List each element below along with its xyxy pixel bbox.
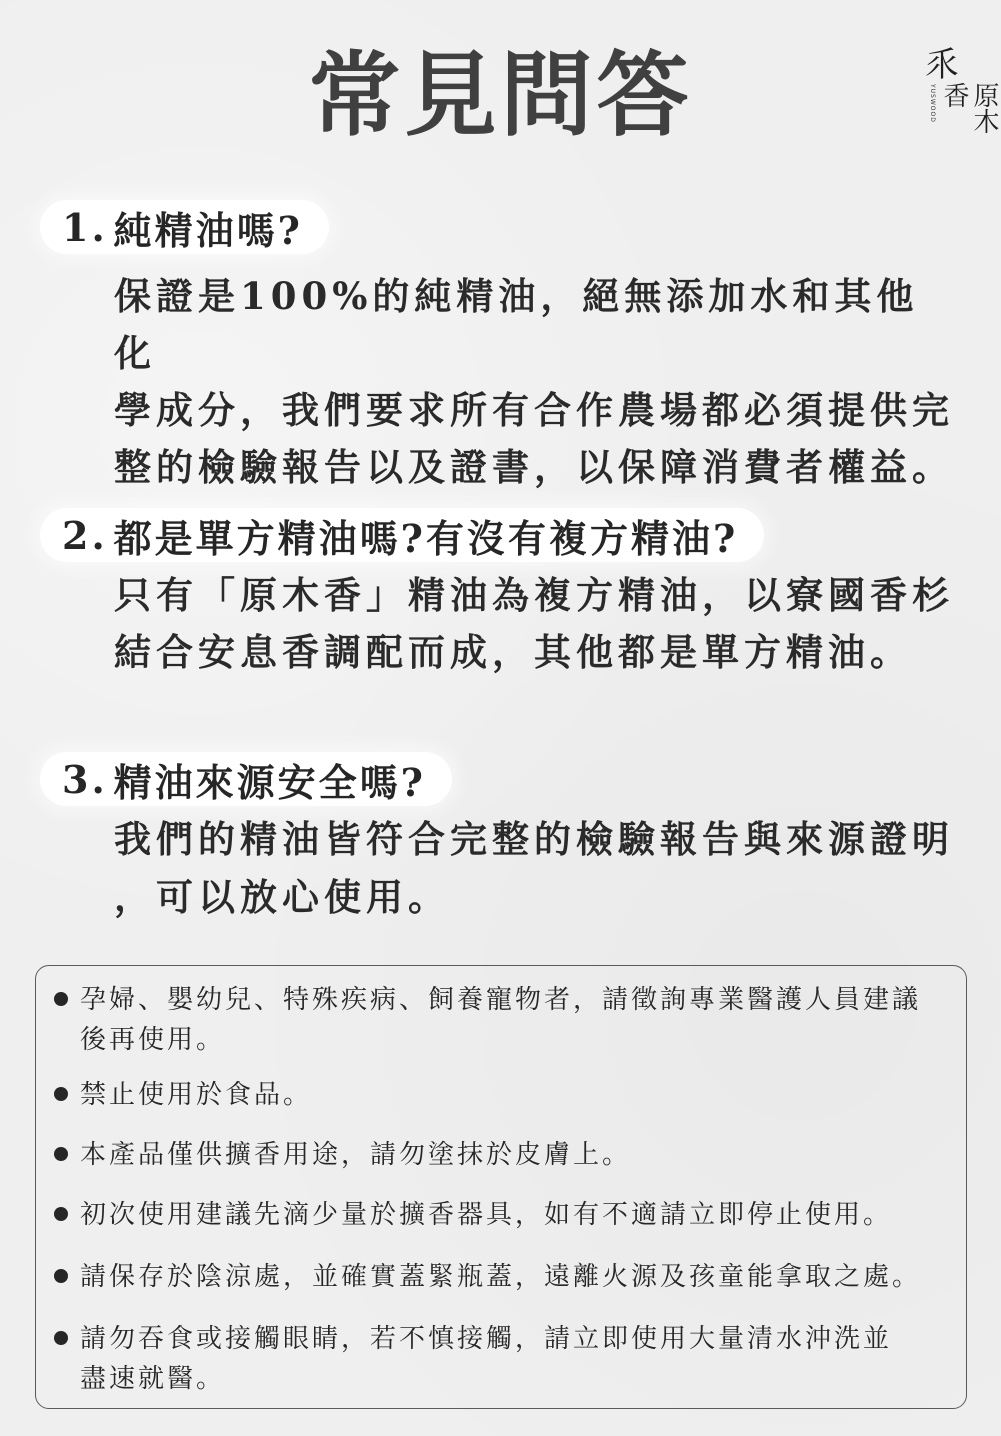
notice-line: 初次使用建議先滴少量於擴香器具，如有不適請立即停止使用。	[80, 1200, 893, 1230]
brand-logo	[925, 45, 999, 158]
answer-line: 我們的精油皆符合完整的檢驗報告與來源證明	[114, 817, 954, 861]
notice-line: 本產品僅供擴香用途，請勿塗抹於皮膚上。	[80, 1140, 632, 1170]
logo-subtext: YUSWOOD	[929, 84, 936, 123]
faq-number: 1.	[62, 204, 108, 250]
faq-number: 3.	[62, 756, 108, 802]
notice-line: 後再使用。	[80, 1025, 226, 1055]
notice-line: 盡速就醫。	[80, 1364, 226, 1394]
notice-item	[50, 1257, 955, 1297]
faq-question-text: 精油來源安全嗎?	[113, 759, 426, 805]
answer-line: ，可以放心使用。	[114, 875, 450, 919]
faq-question-text: 都是單方精油嗎?有沒有複方精油?	[113, 515, 739, 561]
answer-line: 整的檢驗報告以及證書，以保障消費者權益。	[114, 445, 954, 489]
faq-question-3	[40, 752, 452, 806]
bullet-icon	[54, 1087, 68, 1101]
answer-line: 保證是100%的純精油，絕無添加水和其他化	[114, 274, 919, 375]
answer-line: 結合安息香調配而成，其他都是單方精油。	[114, 630, 912, 674]
answer-line: 只有「原木香」精油為複方精油，以寮國香杉	[114, 573, 954, 617]
answer-line: 學成分，我們要求所有合作農場都必須提供完	[114, 388, 954, 432]
logo-brand-name: 原木香	[939, 82, 999, 134]
bullet-icon	[54, 1147, 68, 1161]
faq-answer-1	[114, 268, 954, 496]
bullet-icon	[54, 1269, 68, 1283]
notice-line: 孕婦、嬰幼兒、特殊疾病、飼養寵物者，請徵詢專業醫護人員建議	[80, 985, 922, 1015]
notice-item	[50, 1195, 955, 1235]
faq-number: 2.	[62, 512, 108, 558]
faq-question-2	[40, 508, 764, 562]
page-title: 常見問答	[308, 41, 693, 149]
notice-item	[50, 1075, 955, 1115]
bullet-icon	[54, 1207, 68, 1221]
notice-line: 禁止使用於食品。	[80, 1080, 313, 1110]
notice-line: 請勿吞食或接觸眼睛，若不慎接觸，請立即使用大量清水沖洗並	[80, 1324, 893, 1354]
logo-mark-icon: 乑	[925, 45, 959, 85]
faq-answer-2	[114, 567, 954, 681]
notice-item	[50, 980, 955, 1060]
faq-answer-3	[114, 810, 954, 926]
notice-line: 請保存於陰涼處，並確實蓋緊瓶蓋，遠離火源及孩童能拿取之處。	[80, 1262, 922, 1292]
faq-question-1	[40, 200, 329, 254]
notice-item	[50, 1319, 955, 1399]
faq-question-text: 純精油嗎?	[113, 207, 303, 253]
notice-item	[50, 1135, 955, 1175]
bullet-icon	[54, 1331, 68, 1345]
bullet-icon	[54, 992, 68, 1006]
